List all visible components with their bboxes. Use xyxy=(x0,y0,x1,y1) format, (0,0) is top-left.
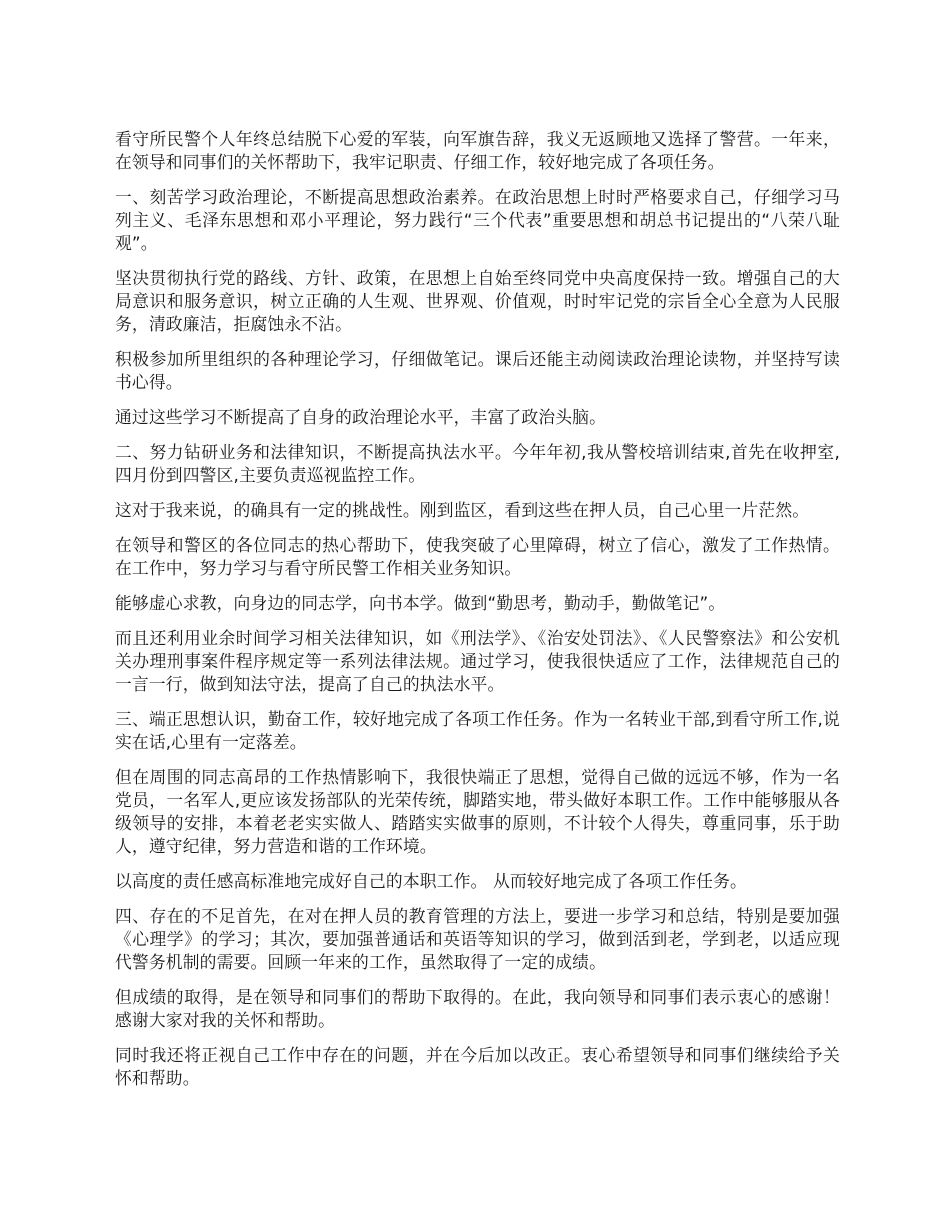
paragraph-9: 能够虚心求教，向身边的同志学，向书本学。做到“勤思考，勤动手，勤做笔记”。 xyxy=(115,593,726,613)
paragraph-11: 三、端正思想认识，勤奋工作，较好地完成了各项工作任务。作为一名转业干部,到看守所工作,说实在话,心里有一定落差。 xyxy=(115,709,840,752)
paragraph-13: 以高度的责任感高标准地完成好自己的本职工作。 从而较好地完成了各项工作任务。 xyxy=(115,871,747,891)
paragraph-1: 看守所民警个人年终总结脱下心爱的军装，向军旗告辞，我义无返顾地又选择了警营。一年来，在领导和同事们的关怀帮助下，我牢记职责、仔细工作，较好地完成了各项任务。 xyxy=(115,129,840,172)
document-body xyxy=(115,128,840,1102)
paragraph-8: 在领导和警区的各位同志的热心帮助下，使我突破了心里障碍，树立了信心，激发了工作热情。在工作中，努力学习与看守所民警工作相关业务知识。 xyxy=(115,535,840,578)
paragraph-10: 而且还利用业余时间学习相关法律知识，如《刑法学》、《治安处罚法》、《人民警察法》和公安机关办理刑事案件程序规定等一系列法律法规。通过学习，使我很快适应了工作，法律规范自己的一言一行，做到知法守法，提高了自己的执法水平。 xyxy=(115,628,840,694)
paragraph-14: 四、存在的不足首先，在对在押人员的教育管理的方法上，要进一步学习和总结，特别是要加强《心理学》的学习；其次，要加强普通话和英语等知识的学习，做到活到老，学到老，以适应现代警务机制的需要。回顾一年来的工作，虽然取得了一定的成绩。 xyxy=(115,906,840,972)
paragraph-15: 但成绩的取得，是在领导和同事们的帮助下取得的。在此，我向领导和同事们表示衷心的感谢！感谢大家对我的关怀和帮助。 xyxy=(115,987,840,1030)
paragraph-16: 同时我还将正视自己工作中存在的问题，并在今后加以改正。衷心希望领导和同事们继续给予关怀和帮助。 xyxy=(115,1045,840,1088)
paragraph-3: 坚决贯彻执行党的路线、方针、政策，在思想上自始至终同党中央高度保持一致。增强自己的大局意识和服务意识，树立正确的人生观、世界观、价值观，时时牢记党的宗旨全心全意为人民服务，清政廉洁，拒腐蚀永不沾。 xyxy=(115,268,840,334)
paragraph-2: 一、刻苦学习政治理论，不断提高思想政治素养。在政治思想上时时严格要求自己，仔细学习马列主义、毛泽东思想和邓小平理论，努力践行“三个代表”重要思想和胡总书记提出的“八荣八耻观”。 xyxy=(115,187,840,253)
paragraph-12: 但在周围的同志高昂的工作热情影响下，我很快端正了思想，觉得自己做的远远不够，作为一名党员，一名军人,更应该发扬部队的光荣传统，脚踏实地，带头做好本职工作。工作中能够服从各级领导的安排，本着老老实实做人、踏踏实实做事的原则，不计较个人得失，尊重同事，乐于助人，遵守纪律，努力营造和谐的工作环境。 xyxy=(115,767,840,856)
paragraph-5: 通过这些学习不断提高了自身的政治理论水平，丰富了政治头脑。 xyxy=(115,407,607,427)
paragraph-7: 这对于我来说，的确具有一定的挑战性。刚到监区，看到这些在押人员，自己心里一片茫然。 xyxy=(115,500,810,520)
paragraph-6: 二、努力钻研业务和法律知识，不断提高执法水平。今年年初,我从警校培训结束,首先在收押室,四月份到四警区,主要负责巡视监控工作。 xyxy=(115,442,840,485)
paragraph-4: 积极参加所里组织的各种理论学习，仔细做笔记。课后还能主动阅读政治理论读物，并坚持写读书心得。 xyxy=(115,349,840,392)
